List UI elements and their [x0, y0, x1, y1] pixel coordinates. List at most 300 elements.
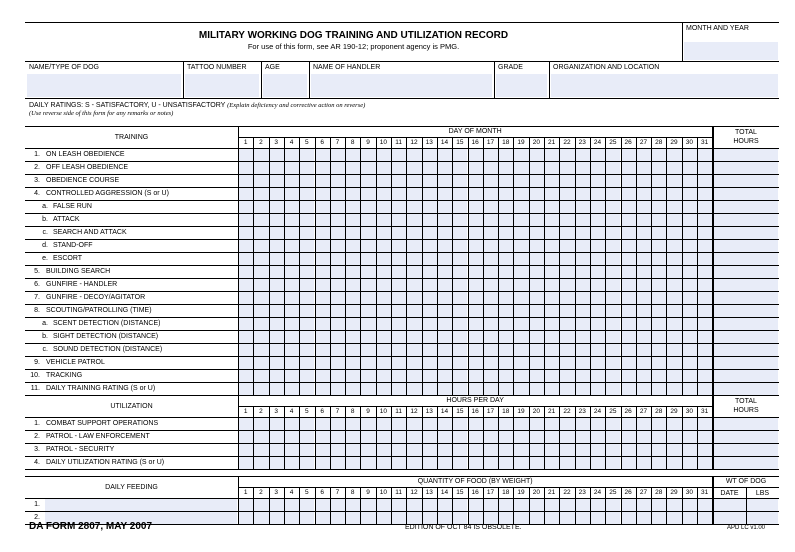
feeding-day-cell[interactable]: [254, 512, 268, 524]
training-day-cell[interactable]: [514, 175, 528, 187]
training-day-cell[interactable]: [453, 240, 467, 252]
training-day-cell[interactable]: [652, 370, 666, 382]
training-day-cell[interactable]: [254, 383, 268, 395]
training-day-cell[interactable]: [484, 357, 498, 369]
utilization-day-cell[interactable]: [545, 431, 559, 443]
feeding-day-cell[interactable]: [591, 499, 605, 511]
training-day-cell[interactable]: [254, 201, 268, 213]
utilization-day-cell[interactable]: [652, 431, 666, 443]
training-day-cell[interactable]: [239, 331, 253, 343]
weight-lbs-cell[interactable]: [747, 512, 778, 524]
training-day-cell[interactable]: [300, 279, 314, 291]
training-day-cell[interactable]: [591, 357, 605, 369]
training-day-cell[interactable]: [316, 188, 330, 200]
training-day-cell[interactable]: [270, 201, 284, 213]
training-day-cell[interactable]: [545, 305, 559, 317]
training-day-cell[interactable]: [514, 253, 528, 265]
training-day-cell[interactable]: [591, 240, 605, 252]
training-day-cell[interactable]: [346, 305, 360, 317]
training-day-cell[interactable]: [652, 344, 666, 356]
training-day-cell[interactable]: [591, 344, 605, 356]
training-day-cell[interactable]: [698, 305, 712, 317]
training-day-cell[interactable]: [438, 175, 452, 187]
training-day-cell[interactable]: [392, 240, 406, 252]
training-day-cell[interactable]: [698, 383, 712, 395]
training-day-cell[interactable]: [530, 214, 544, 226]
training-day-cell[interactable]: [499, 253, 513, 265]
training-day-cell[interactable]: [622, 175, 636, 187]
training-day-cell[interactable]: [270, 344, 284, 356]
feeding-day-cell[interactable]: [606, 499, 620, 511]
training-day-cell[interactable]: [438, 266, 452, 278]
training-day-cell[interactable]: [652, 162, 666, 174]
training-total-cell[interactable]: [714, 279, 778, 291]
training-day-cell[interactable]: [407, 253, 421, 265]
training-day-cell[interactable]: [499, 162, 513, 174]
training-day-cell[interactable]: [484, 162, 498, 174]
training-day-cell[interactable]: [545, 201, 559, 213]
training-day-cell[interactable]: [438, 240, 452, 252]
grade-field[interactable]: [496, 74, 547, 97]
utilization-day-cell[interactable]: [285, 444, 299, 456]
utilization-day-cell[interactable]: [499, 457, 513, 469]
training-day-cell[interactable]: [560, 305, 574, 317]
training-day-cell[interactable]: [300, 357, 314, 369]
training-day-cell[interactable]: [331, 253, 345, 265]
training-day-cell[interactable]: [622, 214, 636, 226]
training-day-cell[interactable]: [407, 201, 421, 213]
training-day-cell[interactable]: [254, 370, 268, 382]
training-day-cell[interactable]: [361, 331, 375, 343]
training-day-cell[interactable]: [667, 253, 681, 265]
training-day-cell[interactable]: [576, 188, 590, 200]
training-day-cell[interactable]: [346, 175, 360, 187]
training-day-cell[interactable]: [530, 253, 544, 265]
utilization-day-cell[interactable]: [438, 457, 452, 469]
training-day-cell[interactable]: [407, 383, 421, 395]
training-day-cell[interactable]: [652, 149, 666, 161]
training-day-cell[interactable]: [254, 279, 268, 291]
training-day-cell[interactable]: [622, 383, 636, 395]
training-day-cell[interactable]: [652, 240, 666, 252]
training-day-cell[interactable]: [270, 149, 284, 161]
feeding-day-cell[interactable]: [438, 499, 452, 511]
training-day-cell[interactable]: [606, 214, 620, 226]
training-day-cell[interactable]: [545, 149, 559, 161]
utilization-day-cell[interactable]: [499, 431, 513, 443]
utilization-day-cell[interactable]: [438, 418, 452, 430]
feeding-day-cell[interactable]: [361, 512, 375, 524]
feeding-day-cell[interactable]: [652, 499, 666, 511]
training-day-cell[interactable]: [377, 188, 391, 200]
feeding-day-cell[interactable]: [239, 499, 253, 511]
training-day-cell[interactable]: [622, 370, 636, 382]
training-day-cell[interactable]: [530, 279, 544, 291]
utilization-day-cell[interactable]: [484, 431, 498, 443]
feeding-day-cell[interactable]: [254, 499, 268, 511]
training-day-cell[interactable]: [239, 227, 253, 239]
training-day-cell[interactable]: [698, 240, 712, 252]
training-day-cell[interactable]: [652, 188, 666, 200]
training-day-cell[interactable]: [545, 357, 559, 369]
training-day-cell[interactable]: [331, 370, 345, 382]
training-day-cell[interactable]: [576, 214, 590, 226]
training-day-cell[interactable]: [652, 292, 666, 304]
utilization-day-cell[interactable]: [407, 457, 421, 469]
training-total-cell[interactable]: [714, 331, 778, 343]
utilization-day-cell[interactable]: [316, 418, 330, 430]
utilization-day-cell[interactable]: [407, 444, 421, 456]
training-day-cell[interactable]: [514, 331, 528, 343]
training-total-cell[interactable]: [714, 292, 778, 304]
feeding-day-cell[interactable]: [453, 499, 467, 511]
training-day-cell[interactable]: [591, 162, 605, 174]
training-day-cell[interactable]: [239, 266, 253, 278]
training-day-cell[interactable]: [239, 175, 253, 187]
training-day-cell[interactable]: [637, 266, 651, 278]
utilization-day-cell[interactable]: [591, 444, 605, 456]
training-day-cell[interactable]: [254, 240, 268, 252]
feeding-day-cell[interactable]: [514, 499, 528, 511]
utilization-total-cell[interactable]: [714, 431, 778, 443]
training-day-cell[interactable]: [560, 357, 574, 369]
training-day-cell[interactable]: [361, 149, 375, 161]
training-day-cell[interactable]: [270, 214, 284, 226]
training-day-cell[interactable]: [254, 162, 268, 174]
utilization-day-cell[interactable]: [637, 418, 651, 430]
utilization-day-cell[interactable]: [316, 457, 330, 469]
training-day-cell[interactable]: [622, 344, 636, 356]
utilization-day-cell[interactable]: [576, 457, 590, 469]
training-day-cell[interactable]: [698, 253, 712, 265]
training-day-cell[interactable]: [591, 201, 605, 213]
training-day-cell[interactable]: [285, 188, 299, 200]
training-day-cell[interactable]: [316, 201, 330, 213]
training-day-cell[interactable]: [484, 227, 498, 239]
training-day-cell[interactable]: [377, 344, 391, 356]
training-total-cell[interactable]: [714, 240, 778, 252]
training-day-cell[interactable]: [377, 162, 391, 174]
utilization-day-cell[interactable]: [392, 457, 406, 469]
feeding-day-cell[interactable]: [622, 499, 636, 511]
training-day-cell[interactable]: [300, 188, 314, 200]
training-day-cell[interactable]: [346, 162, 360, 174]
training-day-cell[interactable]: [576, 201, 590, 213]
training-day-cell[interactable]: [576, 240, 590, 252]
utilization-day-cell[interactable]: [300, 457, 314, 469]
training-day-cell[interactable]: [514, 201, 528, 213]
training-day-cell[interactable]: [361, 188, 375, 200]
training-day-cell[interactable]: [377, 266, 391, 278]
training-day-cell[interactable]: [423, 279, 437, 291]
training-day-cell[interactable]: [438, 331, 452, 343]
feeding-day-cell[interactable]: [683, 512, 697, 524]
feeding-day-cell[interactable]: [469, 499, 483, 511]
age-field[interactable]: [263, 74, 307, 97]
training-day-cell[interactable]: [637, 227, 651, 239]
training-day-cell[interactable]: [361, 162, 375, 174]
training-day-cell[interactable]: [530, 305, 544, 317]
training-day-cell[interactable]: [316, 279, 330, 291]
training-day-cell[interactable]: [545, 253, 559, 265]
training-day-cell[interactable]: [622, 318, 636, 330]
training-day-cell[interactable]: [377, 331, 391, 343]
training-day-cell[interactable]: [667, 383, 681, 395]
training-day-cell[interactable]: [407, 214, 421, 226]
utilization-day-cell[interactable]: [698, 457, 712, 469]
training-day-cell[interactable]: [270, 318, 284, 330]
training-day-cell[interactable]: [438, 292, 452, 304]
utilization-day-cell[interactable]: [270, 431, 284, 443]
training-day-cell[interactable]: [239, 370, 253, 382]
training-day-cell[interactable]: [331, 227, 345, 239]
training-day-cell[interactable]: [514, 227, 528, 239]
training-day-cell[interactable]: [514, 305, 528, 317]
training-day-cell[interactable]: [637, 305, 651, 317]
training-total-cell[interactable]: [714, 344, 778, 356]
training-day-cell[interactable]: [637, 175, 651, 187]
training-day-cell[interactable]: [392, 331, 406, 343]
training-day-cell[interactable]: [652, 383, 666, 395]
training-day-cell[interactable]: [499, 266, 513, 278]
training-total-cell[interactable]: [714, 162, 778, 174]
training-day-cell[interactable]: [453, 370, 467, 382]
training-day-cell[interactable]: [469, 175, 483, 187]
training-day-cell[interactable]: [591, 279, 605, 291]
training-day-cell[interactable]: [530, 370, 544, 382]
training-day-cell[interactable]: [300, 318, 314, 330]
training-day-cell[interactable]: [637, 318, 651, 330]
training-day-cell[interactable]: [469, 292, 483, 304]
training-day-cell[interactable]: [667, 188, 681, 200]
training-day-cell[interactable]: [667, 344, 681, 356]
training-day-cell[interactable]: [683, 162, 697, 174]
training-day-cell[interactable]: [331, 175, 345, 187]
training-day-cell[interactable]: [652, 214, 666, 226]
training-day-cell[interactable]: [698, 149, 712, 161]
training-day-cell[interactable]: [530, 357, 544, 369]
feeding-day-cell[interactable]: [499, 512, 513, 524]
training-day-cell[interactable]: [239, 344, 253, 356]
training-day-cell[interactable]: [254, 227, 268, 239]
feeding-day-cell[interactable]: [346, 512, 360, 524]
training-day-cell[interactable]: [683, 175, 697, 187]
utilization-day-cell[interactable]: [652, 444, 666, 456]
training-day-cell[interactable]: [407, 279, 421, 291]
training-day-cell[interactable]: [270, 175, 284, 187]
feeding-day-cell[interactable]: [346, 499, 360, 511]
training-day-cell[interactable]: [407, 162, 421, 174]
training-day-cell[interactable]: [637, 331, 651, 343]
utilization-total-cell[interactable]: [714, 457, 778, 469]
training-day-cell[interactable]: [637, 370, 651, 382]
training-day-cell[interactable]: [484, 175, 498, 187]
organization-field[interactable]: [551, 74, 778, 97]
training-day-cell[interactable]: [560, 344, 574, 356]
training-day-cell[interactable]: [361, 240, 375, 252]
training-day-cell[interactable]: [239, 149, 253, 161]
training-day-cell[interactable]: [667, 305, 681, 317]
training-day-cell[interactable]: [606, 188, 620, 200]
utilization-day-cell[interactable]: [514, 444, 528, 456]
training-day-cell[interactable]: [438, 318, 452, 330]
feeding-day-cell[interactable]: [484, 499, 498, 511]
feeding-day-cell[interactable]: [545, 512, 559, 524]
training-day-cell[interactable]: [392, 370, 406, 382]
feeding-day-cell[interactable]: [423, 512, 437, 524]
training-day-cell[interactable]: [683, 149, 697, 161]
training-day-cell[interactable]: [606, 279, 620, 291]
training-day-cell[interactable]: [270, 188, 284, 200]
training-day-cell[interactable]: [361, 266, 375, 278]
utilization-day-cell[interactable]: [361, 431, 375, 443]
utilization-day-cell[interactable]: [698, 431, 712, 443]
feeding-day-cell[interactable]: [316, 499, 330, 511]
training-day-cell[interactable]: [239, 292, 253, 304]
training-day-cell[interactable]: [683, 331, 697, 343]
training-day-cell[interactable]: [377, 214, 391, 226]
training-day-cell[interactable]: [637, 162, 651, 174]
training-day-cell[interactable]: [423, 292, 437, 304]
training-day-cell[interactable]: [377, 201, 391, 213]
training-day-cell[interactable]: [239, 318, 253, 330]
utilization-day-cell[interactable]: [606, 457, 620, 469]
utilization-day-cell[interactable]: [484, 418, 498, 430]
training-day-cell[interactable]: [530, 383, 544, 395]
training-day-cell[interactable]: [423, 214, 437, 226]
training-day-cell[interactable]: [285, 227, 299, 239]
training-day-cell[interactable]: [667, 240, 681, 252]
training-day-cell[interactable]: [392, 383, 406, 395]
training-day-cell[interactable]: [331, 149, 345, 161]
training-day-cell[interactable]: [239, 188, 253, 200]
utilization-day-cell[interactable]: [331, 418, 345, 430]
training-day-cell[interactable]: [652, 227, 666, 239]
training-day-cell[interactable]: [560, 162, 574, 174]
training-day-cell[interactable]: [331, 266, 345, 278]
training-day-cell[interactable]: [300, 266, 314, 278]
training-day-cell[interactable]: [667, 227, 681, 239]
utilization-day-cell[interactable]: [346, 418, 360, 430]
training-day-cell[interactable]: [254, 188, 268, 200]
training-day-cell[interactable]: [698, 188, 712, 200]
training-day-cell[interactable]: [469, 357, 483, 369]
training-day-cell[interactable]: [576, 318, 590, 330]
training-day-cell[interactable]: [239, 357, 253, 369]
training-day-cell[interactable]: [469, 344, 483, 356]
training-day-cell[interactable]: [622, 331, 636, 343]
training-day-cell[interactable]: [698, 201, 712, 213]
training-day-cell[interactable]: [514, 240, 528, 252]
training-day-cell[interactable]: [606, 292, 620, 304]
training-day-cell[interactable]: [316, 149, 330, 161]
training-day-cell[interactable]: [316, 227, 330, 239]
training-day-cell[interactable]: [361, 292, 375, 304]
training-day-cell[interactable]: [316, 253, 330, 265]
feeding-day-cell[interactable]: [239, 512, 253, 524]
utilization-day-cell[interactable]: [652, 457, 666, 469]
training-day-cell[interactable]: [392, 201, 406, 213]
training-day-cell[interactable]: [423, 357, 437, 369]
training-day-cell[interactable]: [285, 318, 299, 330]
utilization-day-cell[interactable]: [560, 457, 574, 469]
training-day-cell[interactable]: [545, 162, 559, 174]
utilization-day-cell[interactable]: [576, 418, 590, 430]
training-day-cell[interactable]: [407, 227, 421, 239]
utilization-day-cell[interactable]: [667, 444, 681, 456]
training-day-cell[interactable]: [469, 214, 483, 226]
utilization-day-cell[interactable]: [637, 457, 651, 469]
utilization-day-cell[interactable]: [361, 418, 375, 430]
utilization-day-cell[interactable]: [438, 431, 452, 443]
utilization-day-cell[interactable]: [346, 457, 360, 469]
utilization-day-cell[interactable]: [239, 418, 253, 430]
training-day-cell[interactable]: [453, 188, 467, 200]
training-day-cell[interactable]: [361, 175, 375, 187]
utilization-day-cell[interactable]: [423, 431, 437, 443]
training-day-cell[interactable]: [499, 188, 513, 200]
utilization-day-cell[interactable]: [407, 418, 421, 430]
feeding-day-cell[interactable]: [698, 512, 712, 524]
utilization-day-cell[interactable]: [484, 444, 498, 456]
training-day-cell[interactable]: [453, 162, 467, 174]
training-day-cell[interactable]: [316, 175, 330, 187]
training-total-cell[interactable]: [714, 318, 778, 330]
feeding-day-cell[interactable]: [545, 499, 559, 511]
training-day-cell[interactable]: [484, 188, 498, 200]
training-day-cell[interactable]: [637, 357, 651, 369]
utilization-day-cell[interactable]: [331, 444, 345, 456]
training-day-cell[interactable]: [560, 253, 574, 265]
training-day-cell[interactable]: [331, 318, 345, 330]
training-day-cell[interactable]: [484, 344, 498, 356]
utilization-day-cell[interactable]: [545, 457, 559, 469]
training-day-cell[interactable]: [300, 305, 314, 317]
training-day-cell[interactable]: [530, 227, 544, 239]
training-day-cell[interactable]: [285, 279, 299, 291]
training-day-cell[interactable]: [346, 149, 360, 161]
training-day-cell[interactable]: [469, 318, 483, 330]
training-day-cell[interactable]: [591, 383, 605, 395]
training-day-cell[interactable]: [683, 344, 697, 356]
training-day-cell[interactable]: [239, 279, 253, 291]
training-day-cell[interactable]: [453, 292, 467, 304]
feeding-day-cell[interactable]: [392, 499, 406, 511]
feeding-label-cell[interactable]: [45, 499, 237, 511]
feeding-day-cell[interactable]: [576, 499, 590, 511]
training-day-cell[interactable]: [423, 266, 437, 278]
training-day-cell[interactable]: [469, 266, 483, 278]
training-day-cell[interactable]: [407, 318, 421, 330]
training-day-cell[interactable]: [407, 266, 421, 278]
training-day-cell[interactable]: [484, 292, 498, 304]
training-day-cell[interactable]: [254, 214, 268, 226]
training-total-cell[interactable]: [714, 305, 778, 317]
training-day-cell[interactable]: [652, 331, 666, 343]
training-day-cell[interactable]: [377, 318, 391, 330]
training-day-cell[interactable]: [530, 331, 544, 343]
training-day-cell[interactable]: [300, 383, 314, 395]
training-day-cell[interactable]: [361, 357, 375, 369]
training-day-cell[interactable]: [316, 370, 330, 382]
training-day-cell[interactable]: [469, 279, 483, 291]
training-day-cell[interactable]: [453, 305, 467, 317]
utilization-day-cell[interactable]: [453, 418, 467, 430]
training-day-cell[interactable]: [377, 279, 391, 291]
training-day-cell[interactable]: [285, 305, 299, 317]
training-day-cell[interactable]: [331, 357, 345, 369]
training-day-cell[interactable]: [438, 253, 452, 265]
